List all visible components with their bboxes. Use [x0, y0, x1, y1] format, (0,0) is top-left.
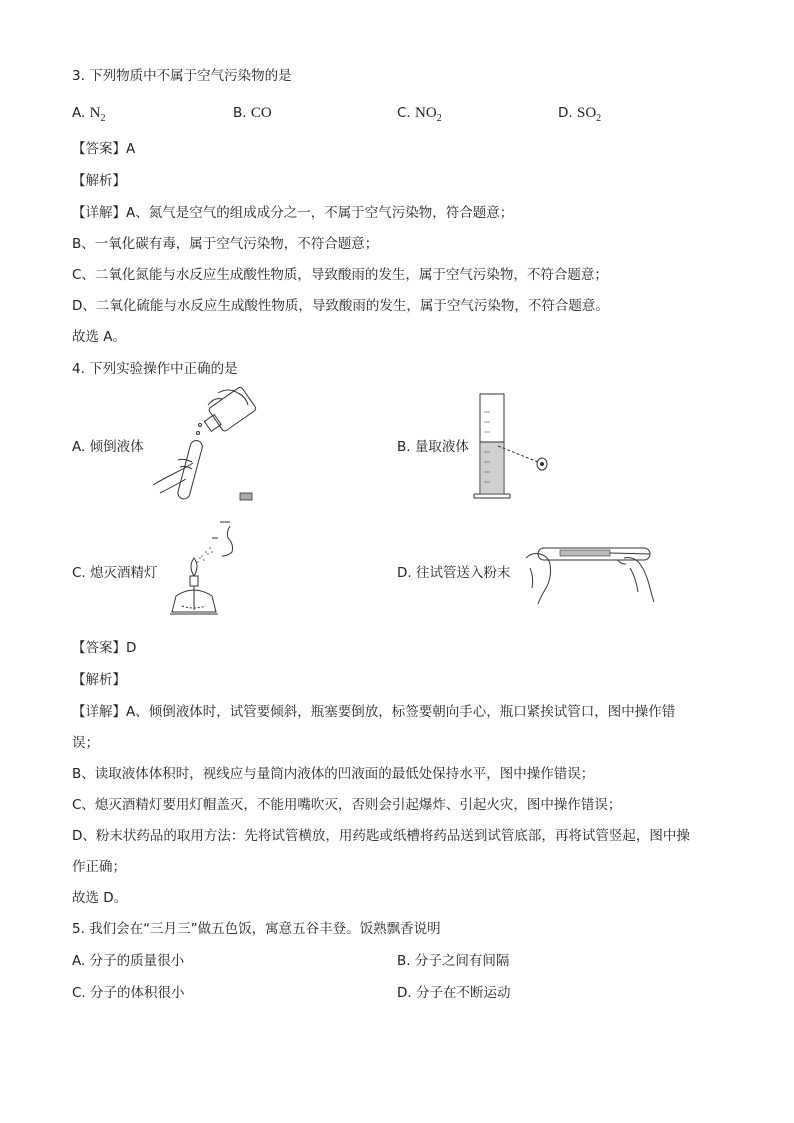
q3-option-b[interactable]: [233, 103, 272, 123]
detail-tag: 【详解】: [72, 704, 126, 720]
q3-option-d[interactable]: [558, 103, 601, 129]
detail-tag: 【详解】: [72, 205, 126, 221]
option-text: 分子在不断运动: [415, 985, 511, 1001]
powder-test-tube-illustration: [520, 540, 660, 604]
q5-option-b[interactable]: [397, 951, 509, 971]
formula-n2: $N_2$: [89, 105, 106, 124]
q4-conclusion: 故选 D。: [72, 890, 128, 906]
formula-co: CO: [250, 105, 272, 121]
q5-option-c[interactable]: [72, 983, 185, 1003]
graduated-cylinder-illustration: [470, 392, 560, 504]
q4-detail-line: 误；: [72, 735, 99, 751]
q4-detail-line: B、读取液体体积时，视线应与量筒内液体的凹液面的最低处保持水平，图中操作错误；: [72, 766, 595, 782]
q3-analysis-tag: 【解析】: [72, 173, 126, 189]
option-letter: A.: [72, 439, 86, 455]
option-text: 往试管送入粉末: [415, 565, 511, 581]
q3-option-c[interactable]: [397, 103, 442, 129]
option-letter: A.: [72, 953, 86, 969]
q4-option-d[interactable]: [397, 563, 510, 583]
option-text: 倾倒液体: [89, 439, 144, 455]
option-letter: D.: [397, 985, 412, 1001]
pouring-liquid-illustration: [148, 385, 268, 505]
formula-no2: $NO_2$: [415, 105, 442, 124]
q3-conclusion: 故选 A。: [72, 329, 127, 345]
option-letter: B.: [397, 439, 411, 455]
q4-detail-line: 作正确；: [72, 859, 126, 875]
q5-stem: 5. 我们会在“三月三”做五色饭，寓意五谷丰登。饭熟飘香说明: [72, 921, 441, 937]
formula-so2: $SO_2$: [576, 105, 602, 124]
q3-stem: 3. 下列物质中不属于空气污染物的是: [72, 68, 292, 84]
option-letter: D.: [558, 105, 573, 121]
q3-answer: [72, 139, 135, 159]
q3-detail-line: B、一氧化碳有毒，属于空气污染物，不符合题意；: [72, 236, 379, 252]
q4-option-c[interactable]: [72, 563, 158, 583]
option-text: 分子的质量很小: [89, 953, 185, 969]
option-letter: B.: [233, 105, 247, 121]
q4-answer: [72, 638, 136, 658]
q4-detail-line: 【详解】A、倾倒液体时，试管要倾斜，瓶塞要倒放，标签要朝向手心，瓶口紧挨试管口，图中操作错: [72, 704, 676, 720]
alcohol-lamp-illustration: [168, 518, 258, 622]
answer-tag: 【答案】: [72, 640, 126, 656]
q3-detail-line: D、二氧化硫能与水反应生成酸性物质，导致酸雨的发生，属于空气污染物，不符合题意。: [72, 298, 609, 314]
q3-option-a[interactable]: [72, 103, 105, 129]
option-letter: C.: [397, 105, 411, 121]
option-text: 分子的体积很小: [90, 985, 185, 1001]
q4-option-b[interactable]: [397, 437, 469, 457]
option-letter: C.: [72, 565, 86, 581]
q5-option-d[interactable]: [397, 983, 510, 1003]
option-letter: C.: [72, 985, 86, 1001]
q3-detail-line: C、二氧化氮能与水反应生成酸性物质，导致酸雨的发生，属于空气污染物，不符合题意；: [72, 267, 608, 283]
q3-detail-line: 【详解】A、氮气是空气的组成成分之一，不属于空气污染物，符合题意；: [72, 205, 514, 221]
q4-detail-line: C、熄灭酒精灯要用灯帽盖灭，不能用嘴吹灭，否则会引起爆炸、引起火灾，图中操作错误；: [72, 797, 622, 813]
q4-option-a[interactable]: [72, 437, 144, 457]
q4-analysis-tag: 【解析】: [72, 672, 126, 688]
answer-tag: 【答案】: [72, 141, 126, 157]
option-text: 分子之间有间隔: [414, 953, 510, 969]
option-letter: B.: [397, 953, 411, 969]
option-text: 熄灭酒精灯: [90, 565, 158, 581]
answer-value: A: [126, 141, 136, 157]
option-text: 量取液体: [414, 439, 469, 455]
option-letter: D.: [397, 565, 412, 581]
answer-value: D: [126, 640, 137, 656]
q5-option-a[interactable]: [72, 951, 184, 971]
q4-stem: 4. 下列实验操作中正确的是: [72, 361, 238, 377]
option-letter: A.: [72, 105, 86, 121]
q4-detail-line: D、粉末状药品的取用方法：先将试管横放，用药匙或纸槽将药品送到试管底部，再将试管竖起，图中操: [72, 828, 690, 844]
